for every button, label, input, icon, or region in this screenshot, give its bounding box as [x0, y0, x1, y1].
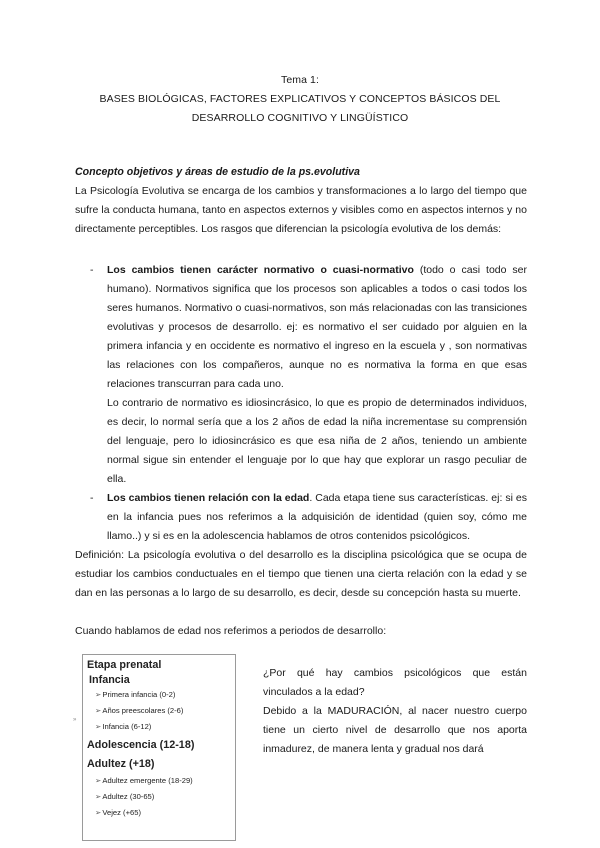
answer-paragraph: Debido a la MADURACIÓN, al nacer nuestro cuerpo tiene un cierto nivel de desarrollo que nos aporta inmadurez, de manera lenta y gradual nos dará	[263, 705, 527, 755]
definition-paragraph: Definición: La psicología evolutiva o del desarrollo es la disciplina psicológica que se ocupa de estudiar los cambios conductuales en el tiempo que tienen una cierta relación con la edad y se dan en las personas a lo largo de su desarrollo, es decir, desde su concepción hasta su muerte.	[75, 549, 527, 599]
arrow-icon: ➢	[95, 792, 102, 801]
intro-paragraph: La Psicología Evolutiva se encarga de los cambios y transformaciones a lo largo del tiempo que sufre la conducta humana, tanto en aspectos externos y visibles como en aspectos internos y no directamente perceptibles. Los rasgos que diferencian la psicología evolutiva de los demás:	[75, 185, 527, 235]
adultez-item: ➢Adultez (30-65)	[95, 792, 155, 801]
arrow-icon: ➢	[95, 690, 102, 699]
section-heading: Concepto objetivos y áreas de estudio de la ps.evolutiva	[75, 166, 360, 178]
topic-title-line-1: BASES BIOLÓGICAS, FACTORES EXPLICATIVOS Y CONCEPTOS BÁSICOS DEL	[99, 93, 501, 105]
bullet-edad-heading: Los cambios tienen relación con la edad	[107, 492, 310, 504]
infancia-item: ➢Primera infancia (0-2)	[95, 690, 176, 699]
bullet-normativo-heading: Los cambios tienen carácter normativo o cuasi-normativo	[107, 264, 414, 276]
infancia-item: ➢Años preescolares (2-6)	[95, 706, 184, 715]
topic-number: Tema 1:	[280, 74, 320, 86]
arrow-icon: ➢	[95, 722, 102, 731]
arrow-icon: ➢	[95, 776, 102, 785]
side-mark: »	[73, 717, 77, 723]
development-periods-table	[82, 654, 236, 841]
arrow-icon: ➢	[95, 808, 102, 817]
etapa-prenatal-label: Etapa prenatal	[87, 659, 162, 671]
bullet-dash: -	[90, 492, 94, 504]
bullet-edad-text: . Cada etapa tiene sus características. ej: si es en la infancia pues nos referimos a la adquisición de identidad (quien soy, cómo me llamo..) y si es en la adolescencia hablamos de otros contenidos psicológicos.	[107, 492, 528, 542]
adolescencia-label: Adolescencia (12-18)	[87, 739, 195, 751]
infancia-item: ➢Infancia (6-12)	[95, 722, 152, 731]
bullet-normativo	[107, 261, 527, 394]
topic-title-line-2: DESARROLLO COGNITIVO Y LINGÜÍSTICO	[191, 112, 409, 124]
infancia-label: Infancia	[89, 674, 130, 686]
adultez-item: ➢Vejez (+65)	[95, 808, 141, 817]
bullet-idiosincrasico-paragraph: Lo contrario de normativo es idiosincrásico, lo que es propio de determinados individuos, es decir, lo normal sería que a los 2 años de edad la niña incrementase su comprensión del lenguaje, pero lo idiosincrásico es que esa niña de 2 años, teniendo un ambiente normal sigue sin entender el lenguaje por lo que hay que explorar un rasgo peculiar de ella.	[107, 397, 527, 485]
bullet-normativo-text: (todo o casi todo ser humano). Normativos significa que los procesos son aplicables a todos o casi todos los seres humanos. Normativo o cuasi-normativos, son más relacionadas con las transiciones evolutivas y procesos de desarrollo. ej: es normativo el ser cuidado por alguien en la primera infancia y en occidente es normativo el ingreso en la escuela y , son normativas las relaciones con los compañeros, aunque no es normativa la forma en que esas relaciones transcurran para cada uno.	[107, 264, 527, 390]
periods-intro: Cuando hablamos de edad nos referimos a periodos de desarrollo:	[75, 625, 387, 637]
arrow-icon: ➢	[95, 706, 102, 715]
bullet-dash: -	[90, 264, 94, 276]
bullet-edad	[107, 489, 527, 546]
adultez-label: Adultez (+18)	[87, 758, 155, 770]
adultez-item: ➢Adultez emergente (18-29)	[95, 776, 193, 785]
question-paragraph: ¿Por qué hay cambios psicológicos que están vinculados a la edad?	[263, 667, 527, 698]
